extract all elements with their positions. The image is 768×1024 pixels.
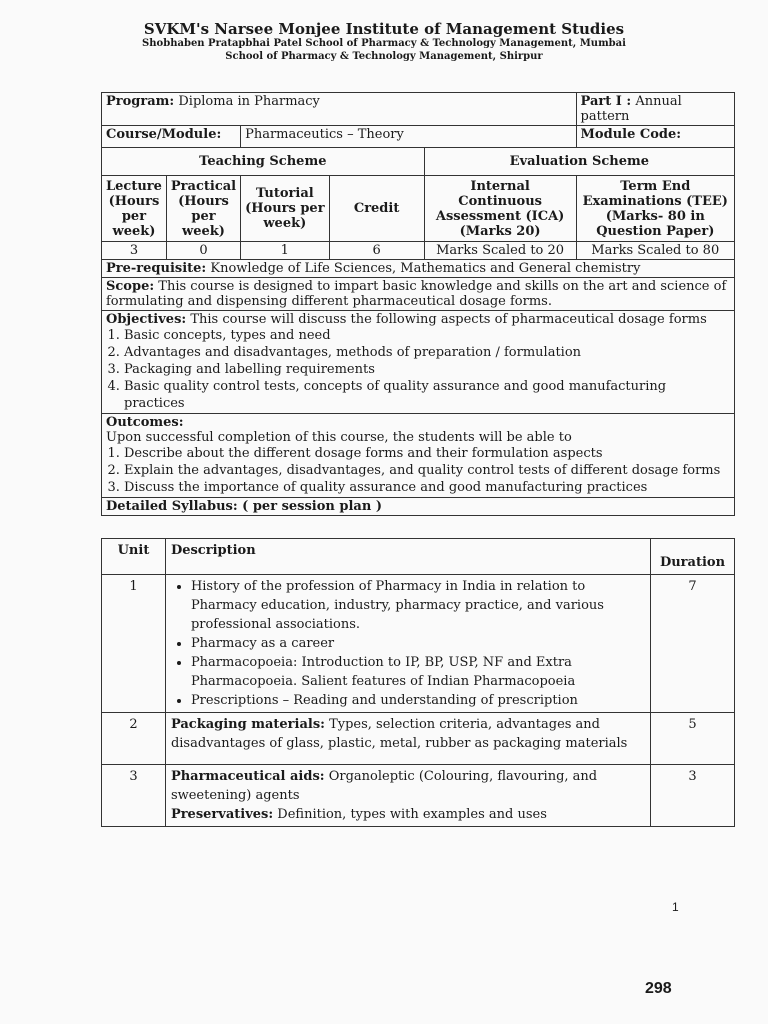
- unit-2-duration: 5: [651, 713, 735, 765]
- part-label: Part I :: [580, 94, 632, 109]
- objectives-list: [106, 327, 730, 412]
- lecture-header: Lecture (Hours per week): [102, 176, 167, 242]
- tee-header: Term End Examinations (TEE) (Marks- 80 in Question Paper): [576, 176, 734, 242]
- objectives-cell: [102, 311, 735, 414]
- unit-header: Unit: [102, 539, 166, 575]
- course-info-table: [101, 92, 735, 516]
- tee-value: Marks Scaled to 80: [576, 242, 734, 260]
- credit-value: 6: [329, 242, 424, 260]
- outcomes-text: Upon successful completion of this course, the students will be able to: [106, 430, 572, 445]
- course-value: Pharmaceutics – Theory: [241, 126, 576, 148]
- unit-3-duration: 3: [651, 765, 735, 827]
- scope-text: This course is designed to impart basic knowledge and skills on the art and science of formulating and dispensing different pharmaceutical dosage forms.: [106, 279, 727, 309]
- unit-1-duration: 7: [651, 575, 735, 713]
- part-value: Annual pattern: [580, 94, 682, 124]
- school-line-2: School of Pharmacy & Technology Management, Shirpur: [225, 51, 543, 62]
- list-item: 4. Basic quality control tests, concepts of quality assurance and good manufacturing practices: [124, 378, 730, 412]
- outcomes-cell: [102, 414, 735, 498]
- list-item: 3. Packaging and labelling requirements: [124, 361, 730, 378]
- unit-3-head: Pharmaceutical aids:: [170, 769, 325, 784]
- objectives-label: Objectives:: [106, 312, 187, 327]
- program-value: Diploma in Pharmacy: [178, 94, 320, 109]
- prereq-label: Pre-requisite:: [106, 261, 207, 276]
- unit-3: 3: [102, 765, 166, 827]
- list-item: 3. Discuss the importance of quality assurance and good manufacturing practices: [124, 479, 730, 496]
- list-item: • Pharmacy as a career: [191, 634, 645, 653]
- part-cell: [576, 93, 734, 126]
- prerequisite-cell: [102, 260, 735, 278]
- objectives-text: This course will discuss the following aspects of pharmaceutical dosage forms: [190, 312, 707, 327]
- syllabus-label: Detailed Syllabus: ( per session plan ): [102, 498, 735, 516]
- unit-1-description: [165, 575, 650, 713]
- unit-2-head: Packaging materials:: [170, 717, 325, 732]
- page-number-small: 1: [672, 900, 679, 914]
- ica-value: Marks Scaled to 20: [424, 242, 576, 260]
- unit-3-text-2: Definition, types with examples and uses: [277, 807, 547, 822]
- list-item: 2. Advantages and disadvantages, methods of preparation / formulation: [124, 344, 730, 361]
- unit-3-text: Organoleptic (Colouring, flavouring, and sweetening) agents: [170, 769, 598, 803]
- tutorial-value: 1: [241, 242, 329, 260]
- list-item: • Prescriptions – Reading and understanding of prescription: [191, 691, 645, 710]
- course-label: Course/Module:: [102, 126, 241, 148]
- unit-3-head-2: Preservatives:: [170, 807, 274, 822]
- list-item: • History of the profession of Pharmacy in India in relation to Pharmacy education, industry, pharmacy practice, and various professional associations.: [191, 577, 645, 634]
- lecture-value: 3: [102, 242, 167, 260]
- description-header: Description: [165, 539, 650, 575]
- module-code-label: Module Code:: [576, 126, 734, 148]
- program-label: Program:: [106, 94, 175, 109]
- outcomes-list: [106, 445, 730, 496]
- list-item: 1. Basic concepts, types and need: [124, 327, 730, 344]
- scope-label: Scope:: [106, 279, 155, 294]
- scope-cell: [102, 278, 735, 311]
- unit-1: 1: [102, 575, 166, 713]
- institute-title: SVKM's Narsee Monjee Institute of Management Studies: [143, 20, 625, 38]
- prereq-text: Knowledge of Life Sciences, Mathematics and General chemistry: [210, 261, 641, 276]
- credit-header: Credit: [329, 176, 424, 242]
- practical-header: Practical (Hours per week): [166, 176, 240, 242]
- ica-header: Internal Continuous Assessment (ICA) (Marks 20): [424, 176, 576, 242]
- page-number-large: 298: [645, 980, 672, 997]
- practical-value: 0: [166, 242, 240, 260]
- teaching-scheme-heading: Teaching Scheme: [102, 148, 425, 176]
- duration-header: Duration: [651, 539, 735, 575]
- list-item: 2. Explain the advantages, disadvantages, and quality control tests of different dosage forms: [124, 462, 730, 479]
- program-cell: [102, 93, 577, 126]
- evaluation-scheme-heading: Evaluation Scheme: [424, 148, 734, 176]
- unit-2: 2: [102, 713, 166, 765]
- outcomes-label: Outcomes:: [106, 415, 184, 430]
- list-item: 1. Describe about the different dosage forms and their formulation aspects: [124, 445, 730, 462]
- unit-2-description: [165, 713, 650, 765]
- tutorial-header: Tutorial (Hours per week): [241, 176, 329, 242]
- unit-3-description: [165, 765, 650, 827]
- school-line-1: Shobhaben Pratapbhai Patel School of Pharmacy & Technology Management, Mumbai: [142, 38, 626, 49]
- syllabus-table: [101, 538, 735, 827]
- unit-2-text: Types, selection criteria, advantages and disadvantages of glass, plastic, metal, rubber as packaging materials: [170, 717, 628, 751]
- list-item: • Pharmacopoeia: Introduction to IP, BP, USP, NF and Extra Pharmacopoeia. Salient features of Indian Pharmacopoeia: [191, 653, 645, 691]
